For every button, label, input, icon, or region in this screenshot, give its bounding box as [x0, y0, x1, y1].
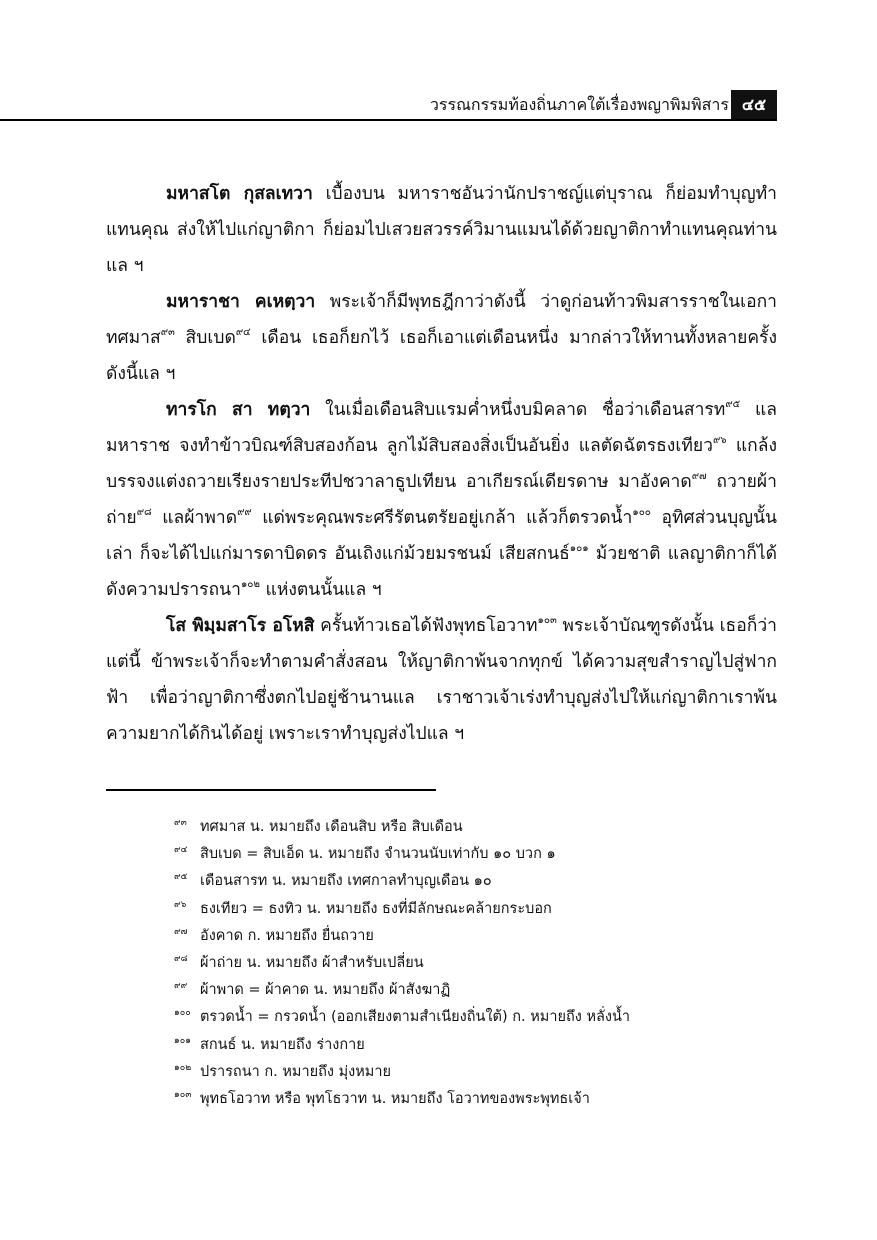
- footnote-ref: ๙๖: [712, 435, 727, 446]
- paragraph: โส พิมฺมสาโร อโหสิ ครั้นท้าวเธอได้ฟังพุทธโอวาท$^{๑๐๓}$ พระเจ้าบัณฑูรดังนั้น เธอก็ว่าแต่นี้ ข้าพระเจ้าก็จะทำตามคำสั่งสอน ให้ญาติกาพ้นจากทุกข์ ได้ความสุขสำราญไปสู่ฟากฟ้า เพื่อว่าญาติกาซึ่งตกไปอยู่ช้านานแล เราชาวเจ้าเร่งทำบุญส่งไปให้แก่ญาติกาเราพ้นความยากได้กินได้อยู่ เพราะเราทำบุญส่งไปแล ฯ: [106, 615, 777, 744]
- running-title: วรรณกรรมท้องถิ่นภาคใต้เรื่องพญาพิมพิสาร: [429, 95, 729, 114]
- paragraph: ทารโก สา ทตฺวา ในเมื่อเดือนสิบแรมค่ำหนึ่งบมิคลาด ชื่อว่าเดือนสารท$^{๙๕}$ แลมหาราช จงทำข้าวบิณฑ์สิบสองก้อน ลูกไม้สิบสองสิ่งเป็นอันยิ่ง แลตัดฉัตรธงเทียว$^{๙๖}$ แกล้งบรรจงแต่งถวายเรียงรายประทีปชวาลาธูปเทียน อาเกียรณ์เดียรดาษ มาอังคาด$^{๙๗}$ ถวายผ้าถ่าย$^{๙๘}$ แลผ้าพาด$^{๙๙}$ แด่พระคุณพระศรีรัตนตรัยอยู่เกล้า แล้วก็ตรวดน้ำ$^{๑๐๐}$ อุทิศส่วนบุญนั้นเล่า ก็จะได้ไปแก่มารดาบิดดร อันเถิงแก่ม้วยมรชนม์ เสียสกนธ์$^{๑๐๑}$ ม้วยชาติ แลญาติกาก็ได้ดังความปรารถนา$^{๑๐๒}$ แห่งตนนั้นแล ฯ: [106, 399, 778, 600]
- body-text: [106, 176, 777, 752]
- footnote-ref: ๑๐๑: [569, 543, 589, 554]
- paragraph: มหาราชา คเหตฺวา พระเจ้าก็มีพุทธฎีกาว่าดังนี้ ว่าดูก่อนท้าวพิมสารราชในเอกาทศมาส$^{๙๓}$ สิบเบด$^{๙๔}$ เดือน เธอก็ยกไว้ เธอก็เอาแต่เดือนหนึ่ง มากล่าวให้ทานทั้งหลายครั้งดังนี้แล ฯ: [106, 292, 777, 384]
- footnote: ๙๖ ธงเทียว = ธงทิว น. หมายถึง ธงที่มีลักษณะคล้ายกระบอก: [174, 899, 552, 917]
- footnote-ref: ๑๐๐: [632, 507, 651, 518]
- footnote: ๙๙ ผ้าพาด = ผ้าคาด น. หมายถึง ผ้าสังฆาฏิ: [174, 981, 451, 999]
- pali-lead: มหาราชา คเหตฺวา: [166, 292, 316, 312]
- footnote: ๑๐๓ พุทธโอวาท หรือ พุทโธวาท น. หมายถึง โอวาทของพระพุทธเจ้า: [174, 1090, 590, 1108]
- footnote: ๙๕ เดือนสารท น. หมายถึง เทศกาลทำบุญเดือน ๑๐: [174, 872, 492, 890]
- footnote-ref: ๙๙: [237, 507, 252, 518]
- footnote-ref: ๑๐๒: [240, 579, 260, 590]
- pali-lead: ทารโก สา ทตฺวา: [166, 400, 311, 420]
- pali-lead: มหาสโต กุสลเทวา: [166, 184, 313, 204]
- footnote-ref: ๙๕: [725, 399, 741, 410]
- footnote: ๙๓ ทศมาส น. หมายถึง เดือนสิบ หรือ สิบเดือน: [174, 818, 463, 835]
- footnote: ๙๔ สิบเบด = สิบเอ็ด น. หมายถึง จำนวนนับเท่ากับ ๑๐ บวก ๑: [174, 845, 556, 863]
- footnote-ref: ๙๘: [136, 507, 152, 518]
- footnote-ref: ๑๐๓: [537, 615, 557, 626]
- paragraph: มหาสโต กุสลเทวา เบื้องบน มหาราชอันว่านักปราชญ์แต่บุราณ ก็ย่อมทำบุญทำแทนคุณ ส่งให้ไปแก่ญาติกา ก็ย่อมไปเสวยสวรรค์วิมานแมนได้ด้วยญาติกาทำแทนคุณท่านแล ฯ: [106, 184, 777, 276]
- footnote: ๙๘ ผ้าถ่าย น. หมายถึง ผ้าสำหรับเปลี่ยน: [174, 954, 424, 972]
- page-number: ๔๕: [731, 90, 777, 120]
- footnote: ๑๐๐ ตรวดน้ำ = กรวดน้ำ (ออกเสียงตามสำเนียงถิ่นใต้) ก. หมายถึง หลั่งน้ำ: [174, 1008, 631, 1026]
- footnote-rule: [106, 789, 436, 791]
- header-rule: [0, 119, 777, 121]
- footnote: ๑๐๒ ปรารถนา ก. หมายถึง มุ่งหมาย: [174, 1062, 391, 1080]
- footnote-ref: ๙๓: [160, 327, 175, 338]
- footnote-ref: ๙๗: [691, 471, 707, 482]
- footnote: ๑๐๑ สกนธ์ น. หมายถึง ร่างกาย: [174, 1035, 365, 1053]
- footnote: ๙๗ อังคาด ก. หมายถึง ยื่นถวาย: [174, 926, 374, 944]
- pali-lead: โส พิมฺมสาโร อโหสิ: [166, 616, 315, 636]
- footnotes: [174, 814, 774, 1113]
- footnote-ref: ๙๔: [235, 327, 251, 338]
